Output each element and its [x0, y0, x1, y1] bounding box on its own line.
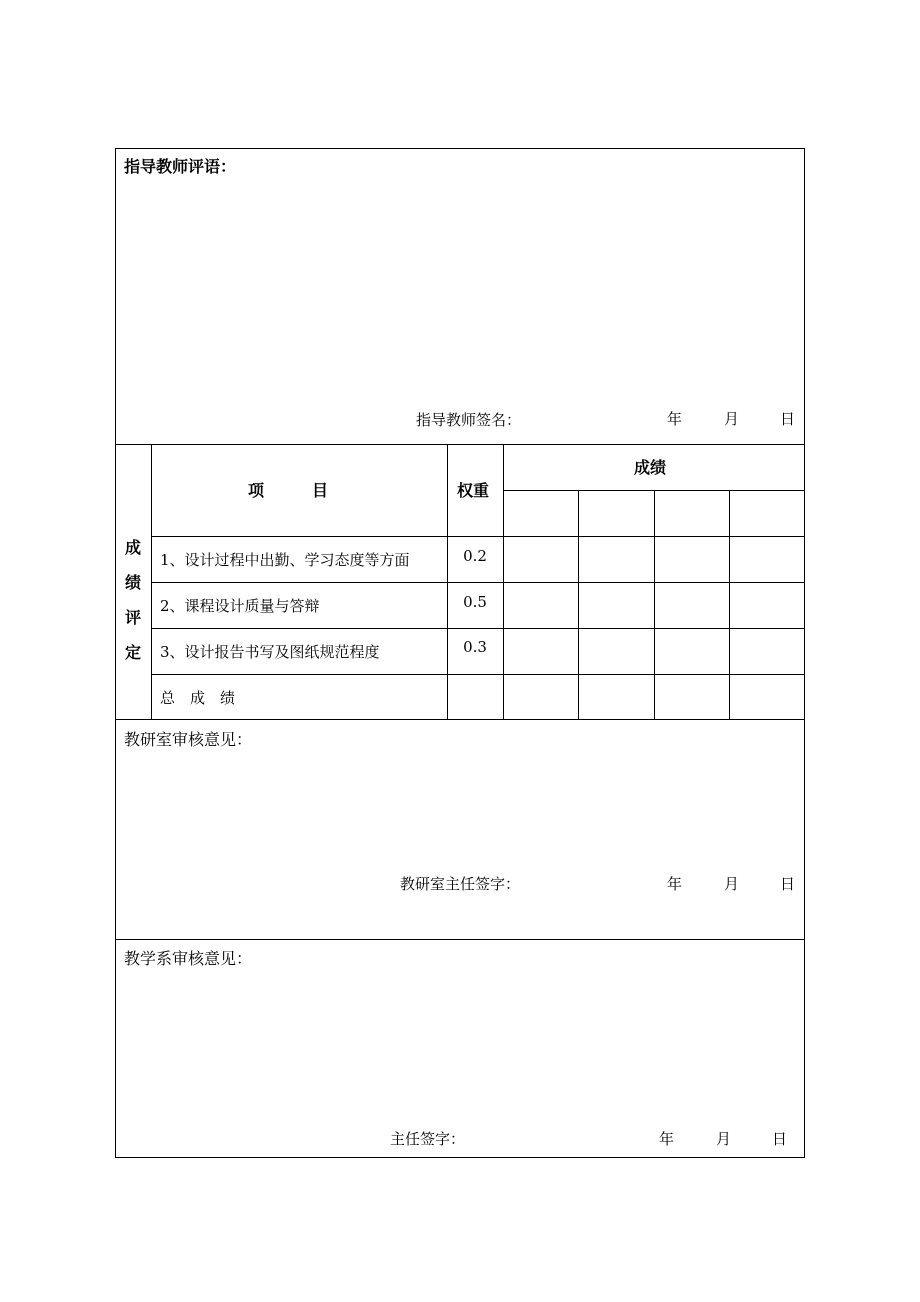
grid-line	[151, 582, 805, 583]
date-day: 日	[780, 875, 796, 893]
department-signature-label: 主任签字：	[390, 1130, 466, 1148]
date-month: 月	[724, 875, 740, 893]
grid-line	[654, 490, 655, 719]
date-year: 年	[659, 1130, 675, 1148]
research-office-signature-label: 教研室主任签字：	[400, 875, 521, 893]
weight-column-header: 权重	[457, 481, 490, 500]
grid-line	[729, 490, 730, 719]
grading-item-label: 1、设计过程中出勤、学习态度等方面	[160, 551, 410, 569]
grading-item-weight: 0.5	[463, 593, 487, 611]
side-label-char: 成	[124, 538, 141, 557]
grading-item-label: 2、课程设计质量与答辩	[160, 597, 320, 615]
research-office-heading: 教研室审核意见：	[124, 730, 253, 749]
date-day: 日	[780, 410, 796, 428]
grading-item-label: 3、设计报告书写及图纸规范程度	[160, 643, 380, 661]
date-year: 年	[667, 875, 683, 893]
grid-line	[503, 490, 805, 491]
date-month: 月	[724, 410, 740, 428]
section-divider	[115, 719, 805, 720]
grid-line	[578, 490, 579, 719]
grid-line	[151, 628, 805, 629]
date-day: 日	[772, 1130, 788, 1148]
date-month: 月	[716, 1130, 732, 1148]
grading-item-weight: 0.2	[463, 547, 487, 565]
advisor-signature-label: 指导教师签名：	[416, 411, 522, 429]
date-year: 年	[667, 410, 683, 428]
grid-line	[151, 536, 805, 537]
grid-line	[151, 674, 805, 675]
item-column-header: 项 目	[248, 481, 329, 500]
total-score-label: 总 成 绩	[160, 689, 236, 707]
score-column-header: 成绩	[634, 458, 667, 477]
section-divider	[115, 444, 805, 445]
department-heading: 教学系审核意见：	[124, 949, 253, 968]
side-label-char: 评	[124, 608, 141, 627]
side-label-char: 绩	[124, 573, 141, 592]
section-divider	[115, 939, 805, 940]
side-label-char: 定	[124, 643, 141, 662]
grading-item-weight: 0.3	[463, 638, 487, 656]
advisor-comments-heading: 指导教师评语：	[124, 157, 237, 176]
